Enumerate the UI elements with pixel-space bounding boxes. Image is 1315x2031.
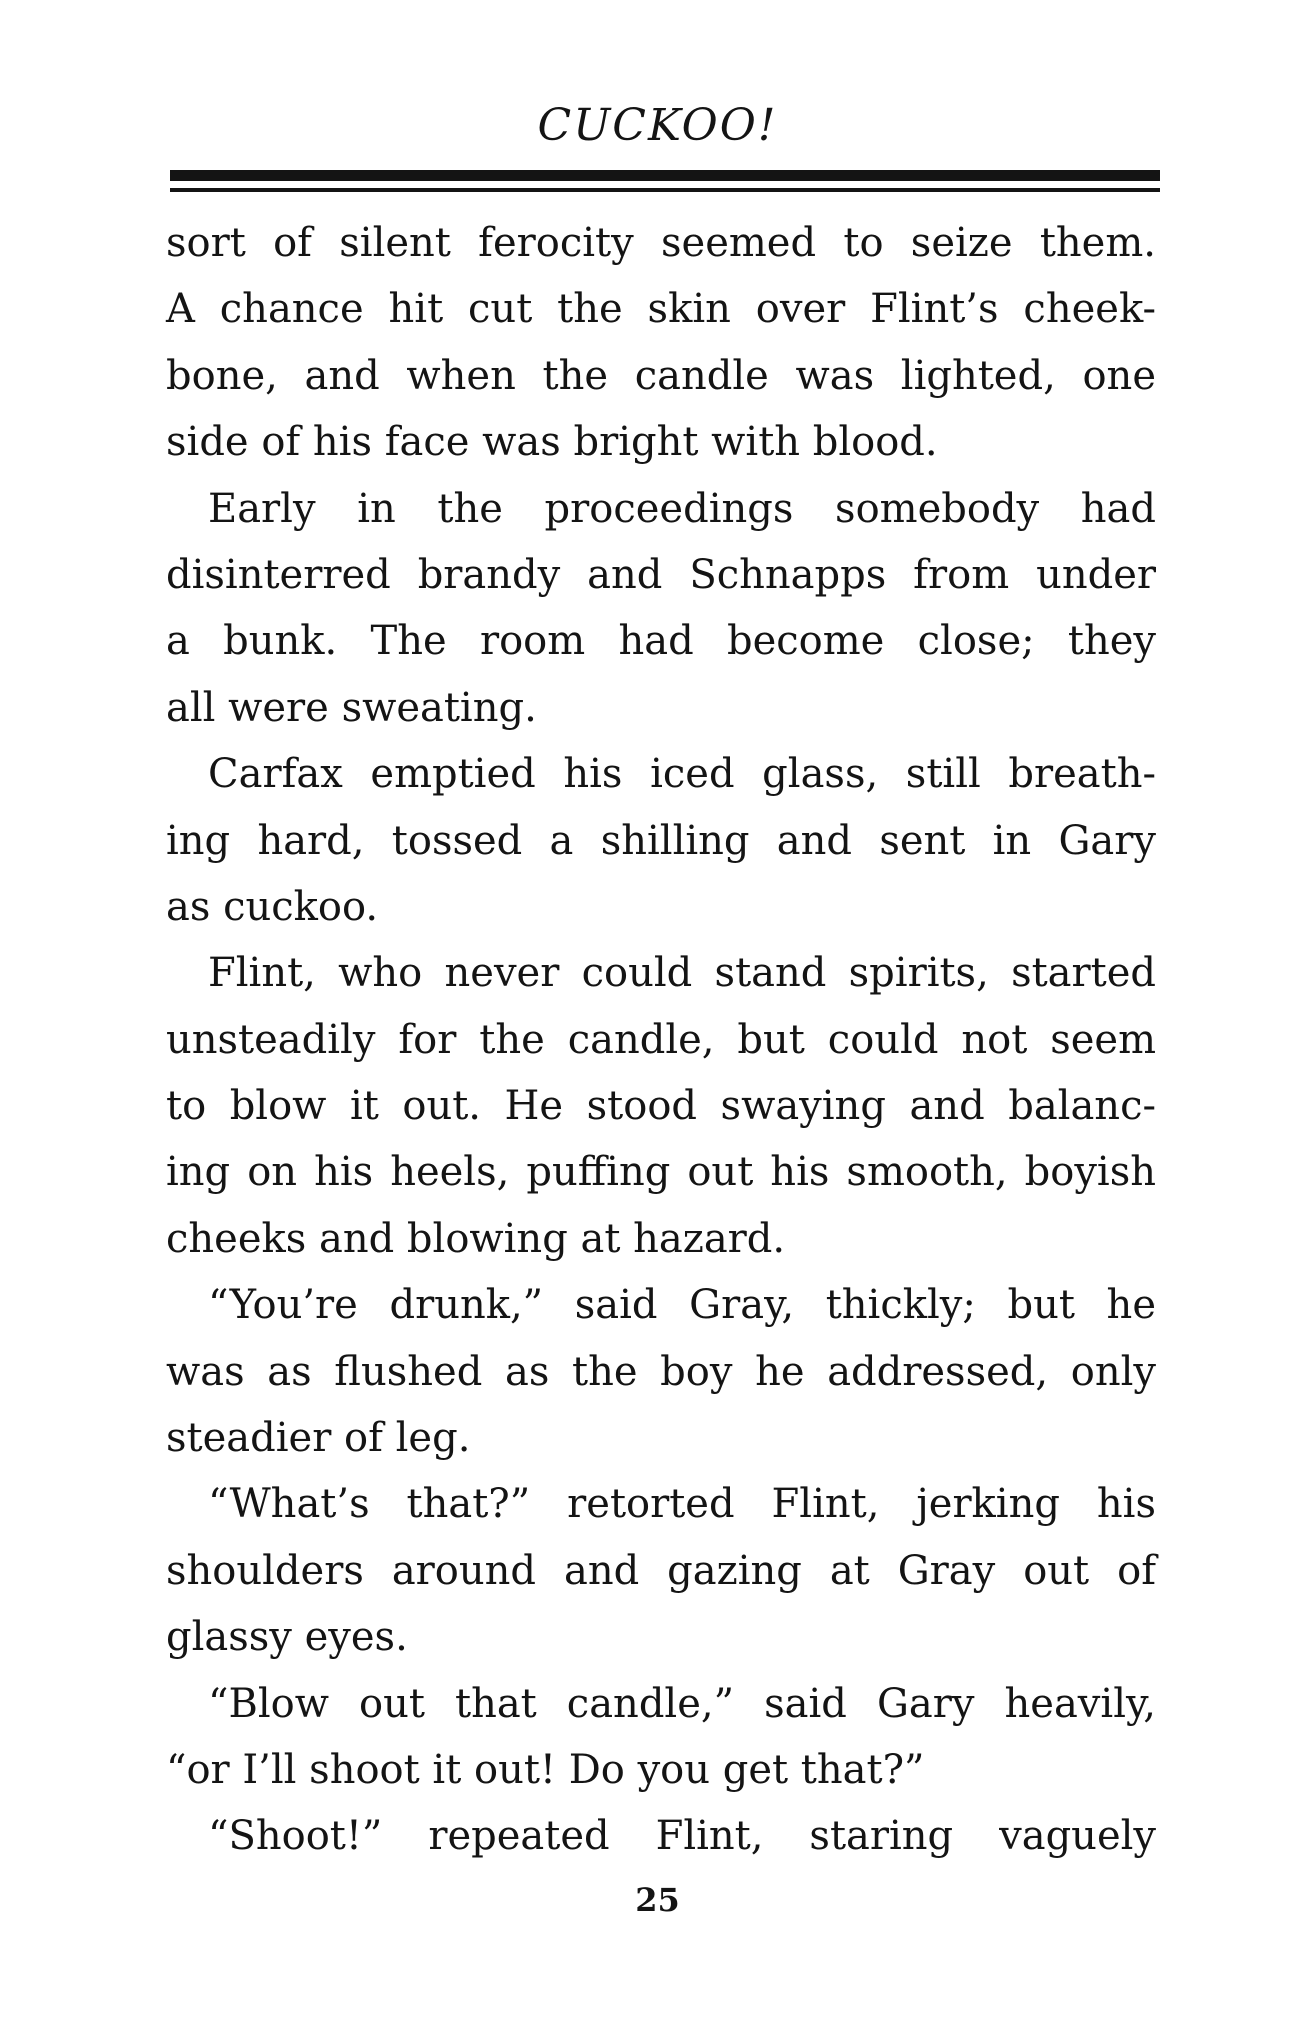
- text-line: shoulders around and gazing at Gray out of: [166, 1547, 1156, 1594]
- text-line: to blow it out. He stood swaying and balanc-: [166, 1083, 1156, 1130]
- text-line: unsteadily for the candle, but could not seem: [166, 1016, 1156, 1063]
- text-line: Flint, who never could stand spirits, started: [208, 950, 1156, 997]
- text-line: sort of silent ferocity seemed to seize them.: [166, 220, 1156, 266]
- body-text: [166, 210, 1156, 1870]
- text-line: side of his face was bright with blood.: [166, 419, 938, 466]
- text-line: ing hard, tossed a shilling and sent in Gary: [166, 817, 1156, 864]
- text-line: a bunk. The room had become close; they: [166, 618, 1156, 665]
- text-line: cheeks and blowing at hazard.: [166, 1215, 786, 1262]
- header-rule-thick: [170, 170, 1160, 181]
- text-line: “What’s that?” retorted Flint, jerking his: [208, 1481, 1156, 1528]
- text-line: “Shoot!” repeated Flint, staring vaguely: [208, 1813, 1156, 1860]
- header-rule-thin: [170, 188, 1160, 192]
- text-line: steadier of leg.: [166, 1415, 471, 1462]
- text-line: Carfax emptied his iced glass, still breath-: [208, 751, 1156, 798]
- header-double-rule: [170, 170, 1160, 196]
- text-line: “You’re drunk,” said Gray, thickly; but he: [208, 1282, 1156, 1329]
- text-line: all were sweating.: [166, 684, 537, 731]
- text-line: “or I’ll shoot it out! Do you get that?”: [166, 1746, 925, 1793]
- text-line: bone, and when the candle was lighted, one: [166, 352, 1156, 399]
- text-line: “Blow out that candle,” said Gary heavily,: [208, 1680, 1156, 1727]
- text-line: A chance hit cut the skin over Flint’s cheek-: [166, 286, 1156, 333]
- page-number: 25: [635, 1881, 680, 1919]
- running-title: CUCKOO!: [537, 100, 778, 151]
- text-line: Early in the proceedings somebody had: [208, 485, 1156, 532]
- text-line: was as flushed as the boy he addressed, only: [166, 1348, 1156, 1395]
- text-line: ing on his heels, puffing out his smooth, boyish: [166, 1149, 1156, 1196]
- text-line: glassy eyes.: [166, 1614, 408, 1661]
- text-line: disinterred brandy and Schnapps from under: [166, 551, 1156, 598]
- text-line: as cuckoo.: [166, 883, 379, 930]
